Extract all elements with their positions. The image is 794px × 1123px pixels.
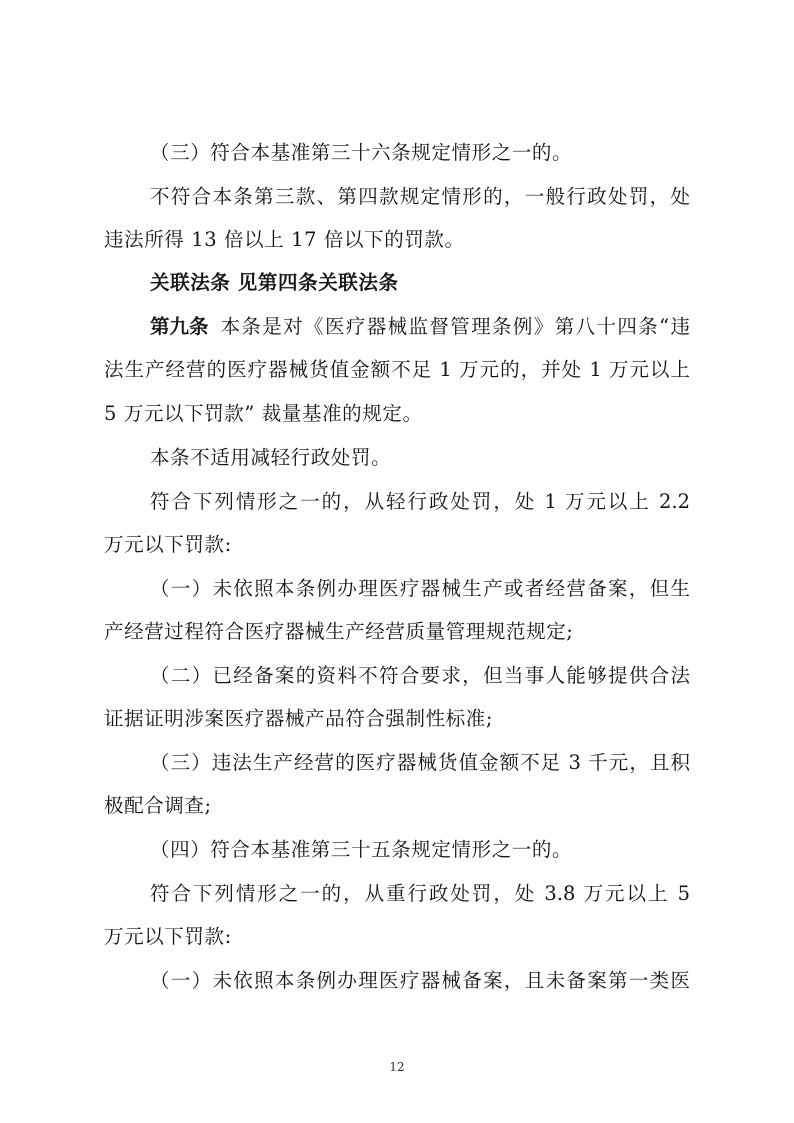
- paragraph-light-penalty-line2: 万元以下罚款:: [104, 533, 232, 556]
- related-provisions-heading: 关联法条 见第四条关联法条: [150, 271, 399, 294]
- heavy-item-one-line1: （一）未依照本条例办理医疗器械备案，且未备案第一类医: [150, 969, 690, 992]
- light-item-four: （四）符合本基准第三十五条规定情形之一的。: [150, 838, 573, 861]
- paragraph-heavy-penalty-line1: 符合下列情形之一的，从重行政处罚，处 3.8 万元以上 5: [150, 882, 690, 905]
- article-nine-text: 本条是对《医疗器械监督管理条例》第八十四条“违: [220, 315, 690, 338]
- paragraph-light-penalty-line1: 符合下列情形之一的，从轻行政处罚，处 1 万元以上 2.2: [150, 490, 690, 513]
- paragraph-item-three: （三）符合本基准第三十六条规定情形之一的。: [150, 141, 573, 164]
- article-nine-heading: 第九条: [150, 315, 209, 338]
- light-item-two-line1: （二）已经备案的资料不符合要求，但当事人能够提供合法: [150, 664, 690, 687]
- article-nine-line3: 5 万元以下罚款” 裁量基准的规定。: [104, 402, 423, 425]
- paragraph-general-penalty-line2: 违法所得 13 倍以上 17 倍以下的罚款。: [104, 228, 465, 251]
- paragraph-general-penalty-line1: 不符合本条第三款、第四款规定情形的，一般行政处罚，处: [150, 185, 690, 208]
- page-number: 12: [389, 1060, 405, 1074]
- article-nine-line2: 法生产经营的医疗器械货值金额不足 1 万元的，并处 1 万元以上: [104, 358, 690, 381]
- light-item-one-line1: （一）未依照本条例办理医疗器械生产或者经营备案，但生: [150, 577, 690, 600]
- light-item-two-line2: 证据证明涉案医疗器械产品符合强制性标准;: [104, 707, 494, 730]
- light-item-three-line2: 极配合调查;: [104, 794, 212, 817]
- paragraph-not-apply: 本条不适用减轻行政处罚。: [150, 446, 392, 469]
- paragraph-heavy-penalty-line2: 万元以下罚款:: [104, 925, 232, 948]
- light-item-one-line2: 产经营过程符合医疗器械生产经营质量管理规范规定;: [104, 620, 574, 643]
- light-item-three-line1: （三）违法生产经营的医疗器械货值金额不足 3 千元，且积: [150, 751, 690, 774]
- article-nine-line1: [150, 313, 690, 341]
